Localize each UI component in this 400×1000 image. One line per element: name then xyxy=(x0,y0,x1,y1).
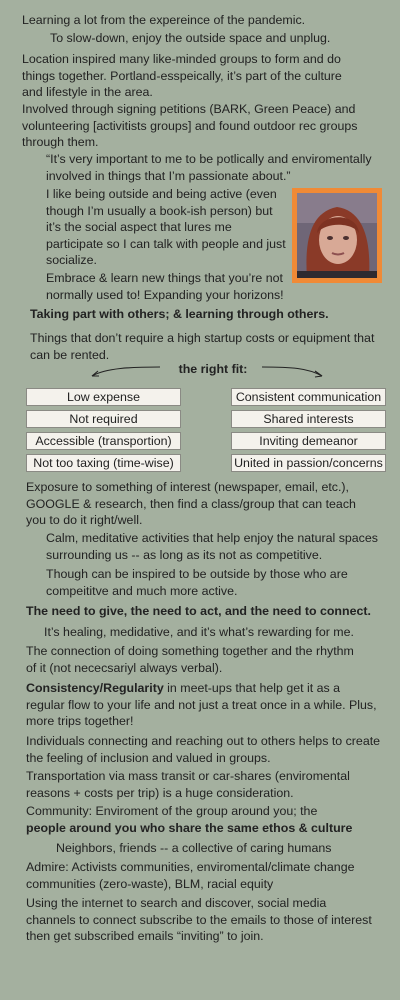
startup-cost-text: Things that don’t require a high startup costs or equipment that can be rented. xyxy=(30,331,375,362)
neighbors-text: Neighbors, friends -- a collective of caring humans xyxy=(56,841,332,855)
community-plain: Community: Enviroment of the group around you; the xyxy=(26,804,318,818)
individuals-text: Individuals connecting and reaching out to others helps to create the feeling of inclusion and valued in groups. xyxy=(26,734,381,765)
calm-text: Calm, meditative activities that help enjoy the natural spaces surrounding us -- as long as its not as competitive. xyxy=(46,531,378,562)
fit-right-inviting: Inviting demeanor xyxy=(231,432,386,450)
healing-text: It’s healing, medidative, and it’s what’s rewarding for me. xyxy=(44,625,354,639)
fit-left-accessible: Accessible (transportion) xyxy=(26,432,181,450)
need-heading: The need to give, the need to act, and the need to connect. xyxy=(26,604,371,618)
consistency-bold: Consistency/Regularity xyxy=(26,681,164,695)
location-text: Location inspired many like-minded groups to form and do things together. Portland-esspeically, it’s part of the culture and lifestyle in the area. xyxy=(22,52,342,99)
fit-right-communication: Consistent communication xyxy=(231,388,386,406)
taking-part-heading: Taking part with others; & learning through others. xyxy=(30,307,329,321)
community-bold: people around you who share the same ethos & culture xyxy=(26,820,353,835)
exposure-text: Exposure to something of interest (newspaper, email, etc.), GOOGLE & research, then find a class/group that can teach you to do it right/well. xyxy=(26,480,356,527)
involved-text: Involved through signing petitions (BARK, Green Peace) and volunteering [activitists groups] and found outdoor rec groups through them. xyxy=(22,102,358,149)
consistency-rest: in meet-ups that help get it as a regular flow to your life and not just a treat once in a while. Plus, more trips together! xyxy=(26,681,377,728)
community-text xyxy=(26,803,391,836)
fit-right-united: United in passion/concerns xyxy=(231,454,386,472)
connection-text: The connection of doing something together and the rhythm of it (not nececsariyl always verbal). xyxy=(26,644,354,675)
inspired-text: Though can be inspired to be outside by those who are compeititve and much more active. xyxy=(46,567,348,598)
internet-text: Using the internet to search and discover, social media channels to connect subscribe to the emails to those of interest then get subscribed emails “inviting” to join. xyxy=(26,896,372,943)
right-fit-label: the right fit: xyxy=(178,362,248,376)
fit-left-low-expense: Low expense xyxy=(26,388,181,406)
consistency-text xyxy=(26,680,378,730)
fit-left-not-taxing: Not too taxing (time-wise) xyxy=(26,454,181,472)
learning-text: Learning a lot from the expereince of the pandemic. xyxy=(22,13,306,27)
fit-right-shared-interests: Shared interests xyxy=(231,410,386,428)
profile-photo xyxy=(292,188,382,283)
social-aspect-text: I like being outside and being active (even though I’m usually a book-ish person) but it’s the social aspect that lures me participate so I can talk with people and just socialize. xyxy=(46,187,286,267)
slow-down-text: To slow-down, enjoy the outside space and unplug. xyxy=(50,31,331,45)
transportation-text: Transportation via mass transit or car-shares (enviromental reasons + costs per trip) is a huge consideration. xyxy=(26,769,350,800)
portrait-image xyxy=(297,193,377,278)
embrace-text: Embrace & learn new things that you’re not normally used to! Expanding your horizons! xyxy=(46,271,284,302)
fit-left-not-required: Not required xyxy=(26,410,181,428)
passion-quote: “It’s very important to me to be potlically and enviromentally involved in things that I’m passionate about.” xyxy=(46,152,372,183)
admire-text: Admire: Activists communities, enviromental/climate change communities (zero-waste), BLM, racial equity xyxy=(26,860,355,891)
